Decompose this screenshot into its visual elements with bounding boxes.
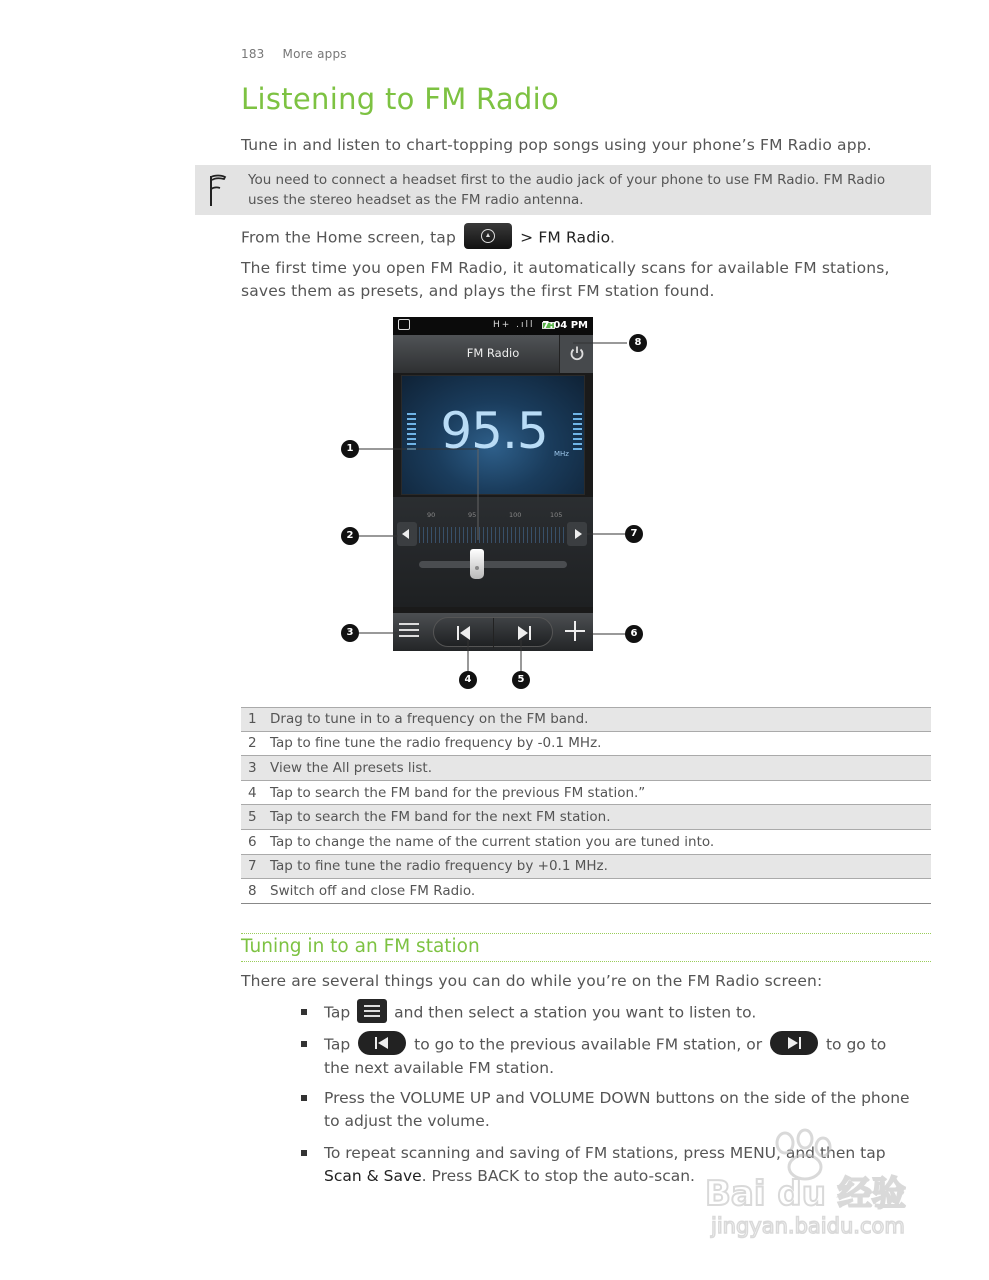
- legend-row: [241, 805, 931, 830]
- page-title: Listening to FM Radio: [241, 82, 560, 116]
- section-name: More apps: [282, 47, 347, 61]
- scan-save-label: Scan & Save: [324, 1167, 422, 1185]
- legend-number: 2: [248, 735, 257, 752]
- bullet-text: Press the VOLUME UP and VOLUME DOWN buttons on the side of the phone to adjust the volume.: [324, 1089, 910, 1130]
- legend-number: 8: [248, 882, 257, 899]
- watermark-brand: Bai du 经验: [705, 1174, 906, 1214]
- period: .: [610, 228, 616, 247]
- band-tick: 100: [509, 511, 522, 519]
- legend-row: [241, 855, 931, 880]
- bullet-text: and then select a station you want to listen to.: [394, 1003, 757, 1022]
- section-divider: [241, 961, 931, 962]
- bullet-marker: [301, 1009, 307, 1015]
- legend-row: [241, 707, 931, 732]
- legend-number: 6: [248, 833, 257, 850]
- legend-text: Tap to search the FM band for the next FM station.: [270, 809, 611, 826]
- status-time: 7:04 PM: [542, 320, 588, 331]
- home-instruction: [241, 225, 615, 251]
- flag-icon: [205, 170, 229, 210]
- first-time-paragraph: The first time you open FM Radio, it automatically scans for available FM stations, saves them as presets, and plays the first FM station found.: [241, 259, 890, 300]
- callout-leaders: [340, 330, 650, 690]
- callout-5: 5: [512, 671, 530, 689]
- skip-next-icon: [770, 1031, 818, 1055]
- baidu-watermark: [705, 1125, 945, 1245]
- bullet-text: to go to the next available FM station.: [324, 1035, 887, 1077]
- legend-text: Tap to fine tune the radio frequency by -0.1 MHz.: [270, 735, 602, 752]
- bullet-text: Tap: [324, 1003, 351, 1022]
- legend-number: 1: [248, 711, 257, 728]
- note-text: You need to connect a headset first to the audio jack of your phone to use FM Radio. FM Radio uses the stereo headset as the FM radio antenna.: [248, 172, 886, 208]
- callout-2: 2: [341, 527, 359, 545]
- page-number: 183: [241, 47, 265, 61]
- fm-app-title: FM Radio: [466, 346, 520, 360]
- fm-radio-app-name: FM Radio: [538, 228, 611, 247]
- legend-row: [241, 830, 931, 855]
- arrow-separator: >: [515, 228, 539, 247]
- legend-text: Tap to search the FM band for the previous FM station.”: [270, 784, 646, 801]
- band-tick: 95: [468, 511, 477, 519]
- frequency-value: 95.5: [440, 402, 548, 460]
- section-divider: [241, 933, 931, 934]
- legend-table: [241, 707, 931, 904]
- legend-text: Switch off and close FM Radio.: [270, 882, 476, 899]
- legend-number: 5: [248, 809, 257, 826]
- callout-3: 3: [341, 624, 359, 642]
- legend-text: Tap to fine tune the radio frequency by +0.1 MHz.: [270, 858, 608, 875]
- presets-menu-icon: [357, 999, 387, 1023]
- band-tick: 90: [427, 511, 436, 519]
- bullet-marker: [301, 1150, 307, 1156]
- intro-paragraph: Tune in and listen to chart-topping pop songs using your phone’s FM Radio app.: [241, 136, 872, 154]
- bullet-marker: [301, 1041, 307, 1047]
- legend-row: [241, 756, 931, 781]
- legend-text: Tap to change the name of the current station you are tuned into.: [270, 833, 715, 850]
- legend-text: View the All presets list.: [270, 759, 433, 776]
- legend-number: 3: [248, 759, 257, 776]
- legend-number: 4: [248, 784, 257, 801]
- callout-8: 8: [629, 334, 647, 352]
- legend-text: Drag to tune in to a frequency on the FM band.: [270, 711, 589, 728]
- legend-row: [241, 879, 931, 904]
- bullet-text: Tap: [324, 1035, 351, 1054]
- frequency-unit: MHz: [554, 450, 569, 458]
- baidu-paw-icon: [705, 1125, 945, 1245]
- section-intro: There are several things you can do while you’re on the FM Radio screen:: [241, 972, 823, 990]
- callout-1: 1: [341, 440, 359, 458]
- home-instruction-text: From the Home screen, tap: [241, 228, 456, 247]
- bullet-marker: [301, 1095, 307, 1101]
- band-tick: 105: [550, 511, 563, 519]
- bullet-text: to go to the previous available FM station, or: [414, 1035, 763, 1054]
- callout-6: 6: [625, 625, 643, 643]
- legend-number: 7: [248, 858, 257, 875]
- notification-icon: [398, 319, 410, 330]
- legend-row: [241, 781, 931, 806]
- section-title: Tuning in to an FM station: [241, 936, 480, 957]
- page-header: [241, 47, 347, 61]
- callout-4: 4: [459, 671, 477, 689]
- all-apps-icon: [464, 223, 512, 249]
- skip-previous-icon: [358, 1031, 406, 1055]
- bullet-text: . Press BACK to stop the auto-scan.: [421, 1167, 695, 1185]
- bullet-text: To repeat scanning and saving of FM stations, press MENU, and then tap: [324, 1144, 886, 1162]
- watermark-url: jingyan.baidu.com: [711, 1214, 905, 1238]
- legend-row: [241, 732, 931, 757]
- signal-icons: H+ .ıll: [493, 320, 535, 330]
- callout-7: 7: [625, 525, 643, 543]
